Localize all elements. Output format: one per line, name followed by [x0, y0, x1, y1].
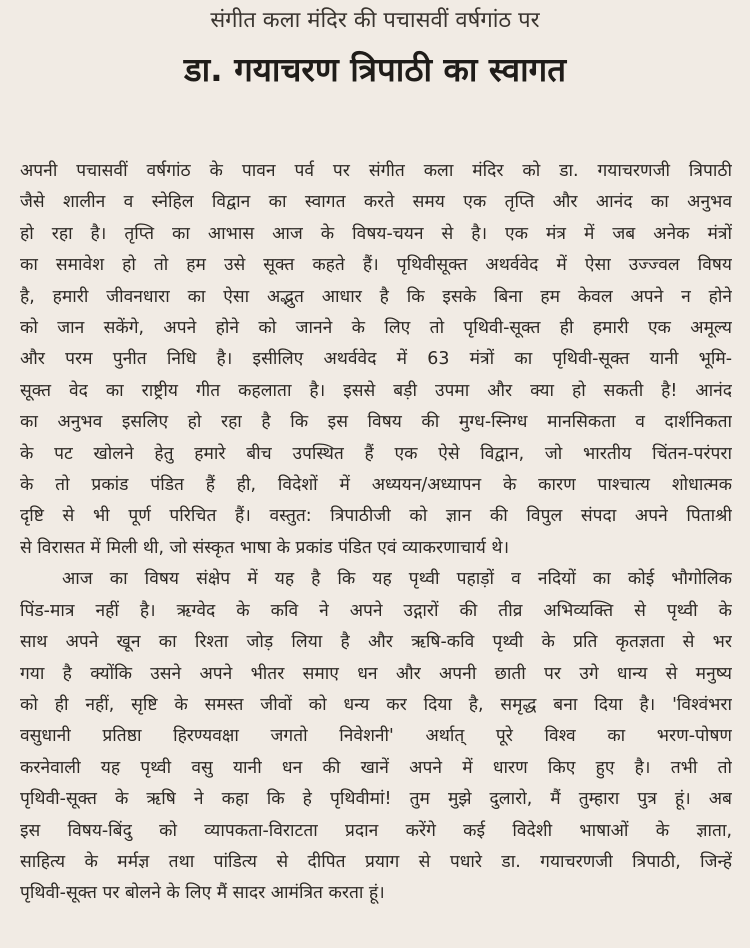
text-line: को ही नहीं, सृष्टि के समस्त जीवों को धन्य कर दिया है, समृद्ध बना दिया है। 'विश्वंभरा	[20, 694, 732, 715]
text-line: वसुधानी प्रतिष्ठा हिरण्यवक्षा जगतो निवेशनी' अर्थात् पूरे विश्व का भरण-पोषण	[20, 726, 732, 747]
text-line: पृथिवी-सूक्त पर बोलने के लिए मैं सादर आमंत्रित करता हूं।	[20, 883, 385, 904]
paragraph-2	[20, 564, 732, 909]
text-line: को जान सकेंगे, अपने होने को जानने के लिए तो पृथिवी-सूक्त ही हमारी एक अमूल्य	[20, 318, 732, 339]
text-line: है, हमारी जीवनधारा का ऐसा अद्भुत आधार है कि इसके बिना हम केवल अपने न होने	[20, 286, 732, 307]
text-line: आज का विषय संक्षेप में यह है कि यह पृथ्वी पहाड़ों व नदियों का कोई भौगोलिक	[62, 569, 732, 590]
text-line: के तो प्रकांड पंडित हैं ही, विदेशों में अध्ययन/अध्यापन के कारण पाश्चात्य शोधात्मक	[20, 475, 732, 496]
text-line: साहित्य के मर्मज्ञ तथा पांडित्य से दीपित प्रयाग से पधारे डा. गयाचरणजी त्रिपाठी, जिन्हें	[20, 851, 732, 872]
text-line: साथ अपने खून का रिश्ता जोड़ लिया है और ऋषि-कवि पृथ्वी के प्रति कृतज्ञता से भर	[20, 632, 732, 653]
document-title: डा. गयाचरण त्रिपाठी का स्वागत	[183, 50, 567, 89]
text-line: करनेवाली यह पृथ्वी वसु यानी धन की खानें अपने में धारण किए हुए है। तभी तो	[20, 757, 732, 778]
text-line: हो रहा है। तृप्ति का आभास आज के विषय-चयन से है। एक मंत्र में जब अनेक मंत्रों	[20, 223, 732, 244]
text-line: इस विषय-बिंदु को व्यापकता-विराटता प्रदान करेंगे कई विदेशी भाषाओं के ज्ञाता,	[20, 820, 732, 841]
text-line: सूक्त वेद का राष्ट्रीय गीत कहलाता है। इससे बड़ी उपमा और क्या हो सकती है! आनंद	[20, 380, 732, 401]
text-line: का समावेश हो तो हम उसे सूक्त कहते हैं। पृथिवीसूक्त अथर्ववेद में ऐसा उज्ज्वल विषय	[20, 255, 732, 276]
text-line: पृथिवी-सूक्त के ऋषि ने कहा कि हे पृथिवीमां! तुम मुझे दुलारो, मैं तुम्हारा पुत्र हूं। अब	[20, 789, 732, 810]
text-line: गया है क्योंकि उसने अपने भीतर समाए धन और अपनी छाती पर उगे धान्य से मनुष्य	[20, 663, 732, 684]
text-line: का अनुभव इसलिए हो रहा है कि इस विषय की मुग्ध-स्निग्ध मानसिकता व दार्शनिकता	[20, 412, 732, 433]
paragraph-1	[20, 156, 732, 564]
text-line: के पट खोलने हेतु हमारे बीच उपस्थित हैं एक ऐसे विद्वान, जो भारतीय चिंतन-परंपरा	[20, 443, 732, 464]
text-line: पिंड-मात्र नहीं है। ऋग्वेद के कवि ने अपने उद्गारों की तीव्र अभिव्यक्ति से पृथ्वी के	[20, 600, 732, 621]
body-text	[20, 156, 732, 910]
text-line: दृष्टि से भी पूर्ण परिचित हैं। वस्तुत: त्रिपाठीजी को ज्ञान की विपुल संपदा अपने पिताश्री	[20, 506, 732, 527]
text-line: से विरासत में मिली थी, जो संस्कृत भाषा के प्रकांड पंडित एवं व्याकरणाचार्य थे।	[20, 537, 510, 558]
document-subtitle: संगीत कला मंदिर की पचासवीं वर्षगांठ पर	[210, 8, 540, 33]
text-line: जैसे शालीन व स्नेहिल विद्वान का स्वागत करते समय एक तृप्ति और आनंद का अनुभव	[20, 192, 732, 213]
text-line: और परम पुनीत निधि है। इसीलिए अथर्ववेद में 63 मंत्रों का पृथिवी-सूक्त यानी भूमि-	[20, 349, 732, 370]
text-line: अपनी पचासवीं वर्षगांठ के पावन पर्व पर संगीत कला मंदिर को डा. गयाचरणजी त्रिपाठी	[20, 161, 732, 181]
